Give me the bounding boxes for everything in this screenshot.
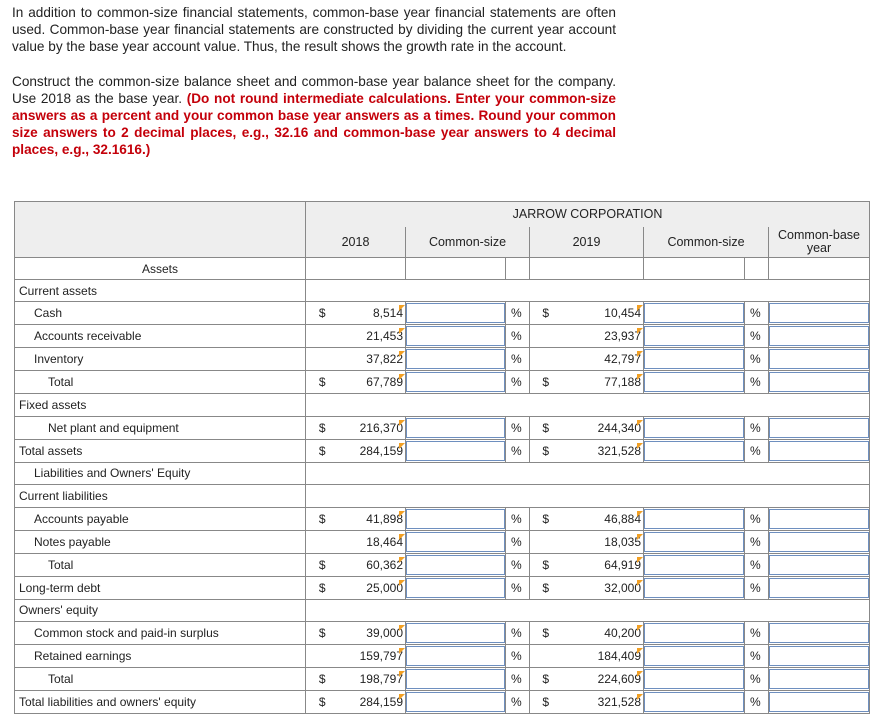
table-row — [15, 530, 870, 553]
common-size-2018-cell — [406, 690, 506, 713]
percent-sign-2019: % — [745, 690, 769, 713]
dollar-sign-2018: $ — [306, 416, 339, 439]
common-size-2019-input[interactable] — [644, 555, 744, 575]
common-size-2019-input[interactable] — [644, 441, 744, 461]
common-base-year-cell — [769, 302, 870, 325]
table-row — [15, 667, 870, 690]
percent-sign-2019: % — [745, 507, 769, 530]
dollar-sign-2019 — [530, 348, 562, 371]
dollar-sign-2019: $ — [530, 302, 562, 325]
dollar-sign-2018: $ — [306, 507, 339, 530]
row-label: Accounts receivable — [15, 325, 306, 348]
row-label: Total — [15, 553, 306, 576]
dollar-sign-2018: $ — [306, 690, 339, 713]
common-size-2019-cell — [644, 576, 745, 599]
dollar-sign-2019: $ — [530, 576, 562, 599]
header-2018: 2018 — [306, 227, 406, 258]
dollar-sign-2018 — [306, 530, 339, 553]
row-label: Current assets — [15, 280, 306, 302]
section-row — [15, 280, 870, 302]
row-label: Retained earnings — [15, 644, 306, 667]
table-row — [15, 371, 870, 394]
table-row — [15, 644, 870, 667]
percent-sign-2018: % — [506, 302, 530, 325]
value-2018: 21,453 — [339, 325, 406, 348]
common-base-year-input[interactable] — [769, 578, 869, 598]
dollar-sign-2018: $ — [306, 371, 339, 394]
common-size-2018-input[interactable] — [406, 646, 505, 666]
percent-sign-2018: % — [506, 644, 530, 667]
percent-sign-2018: % — [506, 439, 530, 462]
table-row — [15, 621, 870, 644]
section-filler — [306, 462, 870, 484]
common-size-2018-input[interactable] — [406, 303, 505, 323]
common-size-2018-cell — [406, 530, 506, 553]
dollar-sign-2018 — [306, 325, 339, 348]
value-2018: 41,898 — [339, 507, 406, 530]
table-row — [15, 507, 870, 530]
common-size-2019-input[interactable] — [644, 326, 744, 346]
common-base-year-cell — [769, 439, 870, 462]
dollar-sign-2018 — [306, 348, 339, 371]
common-base-year-input[interactable] — [769, 646, 869, 666]
value-2019: 321,528 — [562, 439, 644, 462]
value-2018: 39,000 — [339, 621, 406, 644]
row-label: Total liabilities and owners' equity — [15, 690, 306, 713]
row-label: Net plant and equipment — [15, 416, 306, 439]
percent-sign-2019: % — [745, 621, 769, 644]
value-2018: 37,822 — [339, 348, 406, 371]
table-row — [15, 553, 870, 576]
common-size-2018-cell — [406, 644, 506, 667]
common-size-2019-cell — [644, 439, 745, 462]
value-2019: 10,454 — [562, 302, 644, 325]
common-size-2019-cell — [644, 371, 745, 394]
common-base-year-input[interactable] — [769, 418, 869, 438]
table-row — [15, 576, 870, 599]
common-base-year-cell — [769, 553, 870, 576]
header-common-base-year: Common-base year — [769, 227, 870, 258]
common-size-2019-input[interactable] — [644, 532, 744, 552]
dollar-sign-2019: $ — [530, 439, 562, 462]
value-2018: 67,789 — [339, 371, 406, 394]
dollar-sign-2018 — [306, 644, 339, 667]
value-2019: 321,528 — [562, 690, 644, 713]
table-row — [15, 325, 870, 348]
common-base-year-input[interactable] — [769, 692, 869, 712]
common-size-2018-input[interactable] — [406, 372, 505, 392]
table-row — [15, 348, 870, 371]
common-base-year-input[interactable] — [769, 623, 869, 643]
percent-sign-2019: % — [745, 667, 769, 690]
common-base-year-cell — [769, 644, 870, 667]
common-size-2019-input[interactable] — [644, 623, 744, 643]
common-size-2019-cell — [644, 644, 745, 667]
row-label: Long-term debt — [15, 576, 306, 599]
common-base-year-cell — [769, 667, 870, 690]
common-base-year-input[interactable] — [769, 669, 869, 689]
percent-sign-2018: % — [506, 530, 530, 553]
section-filler — [306, 485, 870, 507]
value-2018: 284,159 — [339, 439, 406, 462]
section-row — [15, 485, 870, 507]
row-label: Fixed assets — [15, 394, 306, 416]
header-common-size-2019: Common-size — [644, 227, 769, 258]
row-label: Total — [15, 371, 306, 394]
common-base-year-cell — [769, 530, 870, 553]
row-label: Notes payable — [15, 530, 306, 553]
common-size-2018-input[interactable] — [406, 669, 505, 689]
common-size-2019-input[interactable] — [644, 692, 744, 712]
common-size-2018-input[interactable] — [406, 532, 505, 552]
section-filler — [306, 599, 870, 621]
value-2019: 40,200 — [562, 621, 644, 644]
common-base-year-input[interactable] — [769, 441, 869, 461]
percent-sign-2018: % — [506, 667, 530, 690]
dollar-sign-2018: $ — [306, 439, 339, 462]
common-base-year-cell — [769, 416, 870, 439]
percent-sign-2019: % — [745, 576, 769, 599]
instructions-paragraph-1: In addition to common-size financial statements, common-base year financial statements are often used. Common-base year financial statements are constructed by dividing the current year account value by the base year account value. Thus, the result shows the growth rate in the account. — [12, 5, 616, 54]
common-size-2018-cell — [406, 576, 506, 599]
value-2018: 216,370 — [339, 416, 406, 439]
value-2019: 64,919 — [562, 553, 644, 576]
section-filler — [306, 394, 870, 416]
common-base-year-input[interactable] — [769, 555, 869, 575]
dollar-sign-2019: $ — [530, 371, 562, 394]
common-size-2019-input[interactable] — [644, 578, 744, 598]
common-size-2019-cell — [644, 325, 745, 348]
dollar-sign-2019 — [530, 644, 562, 667]
percent-sign-2018: % — [506, 416, 530, 439]
dollar-sign-2019 — [530, 530, 562, 553]
common-size-2019-input[interactable] — [644, 349, 744, 369]
header-2019: 2019 — [530, 227, 644, 258]
header-common-size-2018: Common-size — [406, 227, 530, 258]
common-size-2019-input[interactable] — [644, 669, 744, 689]
table-row — [15, 302, 870, 325]
value-2019: 77,188 — [562, 371, 644, 394]
percent-sign-2018: % — [506, 621, 530, 644]
instructions — [12, 4, 616, 158]
common-base-year-cell — [769, 576, 870, 599]
common-size-2018-input[interactable] — [406, 349, 505, 369]
percent-sign-2019: % — [745, 644, 769, 667]
section-row — [15, 599, 870, 621]
value-2019: 46,884 — [562, 507, 644, 530]
dollar-sign-2019: $ — [530, 553, 562, 576]
common-size-2019-cell — [644, 302, 745, 325]
percent-sign-2019: % — [745, 325, 769, 348]
table-row — [15, 416, 870, 439]
dollar-sign-2018: $ — [306, 621, 339, 644]
common-base-year-cell — [769, 621, 870, 644]
common-size-2018-cell — [406, 439, 506, 462]
dollar-sign-2019: $ — [530, 416, 562, 439]
value-2019: 244,340 — [562, 416, 644, 439]
common-size-2019-input[interactable] — [644, 372, 744, 392]
percent-sign-2019: % — [745, 416, 769, 439]
common-base-year-cell — [769, 507, 870, 530]
dollar-sign-2019: $ — [530, 621, 562, 644]
common-base-year-cell — [769, 371, 870, 394]
percent-sign-2018: % — [506, 371, 530, 394]
common-base-year-input[interactable] — [769, 372, 869, 392]
common-base-year-input[interactable] — [769, 326, 869, 346]
percent-sign-2019: % — [745, 371, 769, 394]
common-size-2019-input[interactable] — [644, 509, 744, 529]
common-size-2019-input[interactable] — [644, 418, 744, 438]
dollar-sign-2019: $ — [530, 690, 562, 713]
value-2019: 23,937 — [562, 325, 644, 348]
instructions-plain-text: Construct the common-size balance sheet and common-base year balance sheet for the company. Use 2018 as the base year. — [12, 74, 616, 106]
common-size-2018-input[interactable] — [406, 578, 505, 598]
value-2019: 18,035 — [562, 530, 644, 553]
percent-sign-2019: % — [745, 302, 769, 325]
common-size-2018-input[interactable] — [406, 326, 505, 346]
percent-sign-2018: % — [506, 576, 530, 599]
value-2018: 198,797 — [339, 667, 406, 690]
common-size-2019-cell — [644, 553, 745, 576]
percent-sign-2019: % — [745, 553, 769, 576]
value-2019: 42,797 — [562, 348, 644, 371]
percent-sign-2018: % — [506, 507, 530, 530]
instructions-bold-text: (Do not round intermediate calculations. Enter your common-size answers as a percent and your common base year answers as a times. Round your common size answers to 2 decimal places, e.g., 32.16 and common-base year answers to 4 decimal places, e.g., 32.1616.) — [12, 91, 616, 157]
table-row — [15, 439, 870, 462]
value-2018: 159,797 — [339, 644, 406, 667]
assets-heading: Assets — [15, 258, 306, 280]
common-size-2019-cell — [644, 621, 745, 644]
common-base-year-cell — [769, 690, 870, 713]
percent-sign-2019: % — [745, 348, 769, 371]
section-filler — [306, 280, 870, 302]
common-size-2018-input[interactable] — [406, 441, 505, 461]
row-label: Current liabilities — [15, 485, 306, 507]
instructions-paragraph-2 — [12, 73, 616, 158]
common-size-2019-cell — [644, 507, 745, 530]
row-label: Total — [15, 667, 306, 690]
company-title: JARROW CORPORATION — [306, 202, 870, 227]
row-label: Total assets — [15, 439, 306, 462]
percent-sign-2018: % — [506, 348, 530, 371]
common-size-2018-cell — [406, 667, 506, 690]
dollar-sign-2018: $ — [306, 553, 339, 576]
value-2018: 60,362 — [339, 553, 406, 576]
row-label: Inventory — [15, 348, 306, 371]
common-size-2018-input[interactable] — [406, 509, 505, 529]
percent-sign-2018: % — [506, 690, 530, 713]
value-2019: 32,000 — [562, 576, 644, 599]
row-label: Cash — [15, 302, 306, 325]
common-size-2018-cell — [406, 416, 506, 439]
row-label: Accounts payable — [15, 507, 306, 530]
value-2018: 284,159 — [339, 690, 406, 713]
common-base-year-input[interactable] — [769, 303, 869, 323]
common-size-2019-input[interactable] — [644, 646, 744, 666]
common-size-2018-cell — [406, 302, 506, 325]
percent-sign-2019: % — [745, 439, 769, 462]
common-size-2019-cell — [644, 667, 745, 690]
value-2019: 224,609 — [562, 667, 644, 690]
percent-sign-2019: % — [745, 530, 769, 553]
common-size-2019-cell — [644, 416, 745, 439]
common-base-year-input[interactable] — [769, 349, 869, 369]
common-size-2018-cell — [406, 553, 506, 576]
dollar-sign-2018: $ — [306, 302, 339, 325]
common-size-2018-cell — [406, 348, 506, 371]
common-size-2018-input[interactable] — [406, 623, 505, 643]
common-base-year-input[interactable] — [769, 509, 869, 529]
section-row — [15, 462, 870, 484]
common-size-2019-cell — [644, 530, 745, 553]
common-base-year-cell — [769, 348, 870, 371]
value-2018: 18,464 — [339, 530, 406, 553]
row-label: Owners' equity — [15, 599, 306, 621]
balance-sheet-table — [14, 201, 870, 714]
value-2018: 8,514 — [339, 302, 406, 325]
common-size-2018-input[interactable] — [406, 418, 505, 438]
percent-sign-2018: % — [506, 325, 530, 348]
section-row — [15, 394, 870, 416]
dollar-sign-2019: $ — [530, 667, 562, 690]
value-2019: 184,409 — [562, 644, 644, 667]
common-size-2018-cell — [406, 621, 506, 644]
common-size-2018-cell — [406, 325, 506, 348]
dollar-sign-2019 — [530, 325, 562, 348]
common-size-2019-cell — [644, 690, 745, 713]
row-label: Common stock and paid-in surplus — [15, 621, 306, 644]
row-label: Liabilities and Owners' Equity — [15, 462, 306, 484]
common-size-2018-input[interactable] — [406, 555, 505, 575]
common-size-2018-input[interactable] — [406, 692, 505, 712]
common-size-2019-input[interactable] — [644, 303, 744, 323]
dollar-sign-2019: $ — [530, 507, 562, 530]
common-base-year-cell — [769, 325, 870, 348]
common-size-2019-cell — [644, 348, 745, 371]
common-size-2018-cell — [406, 507, 506, 530]
percent-sign-2018: % — [506, 553, 530, 576]
common-base-year-input[interactable] — [769, 532, 869, 552]
dollar-sign-2018: $ — [306, 576, 339, 599]
value-2018: 25,000 — [339, 576, 406, 599]
table-row — [15, 690, 870, 713]
dollar-sign-2018: $ — [306, 667, 339, 690]
common-size-2018-cell — [406, 371, 506, 394]
